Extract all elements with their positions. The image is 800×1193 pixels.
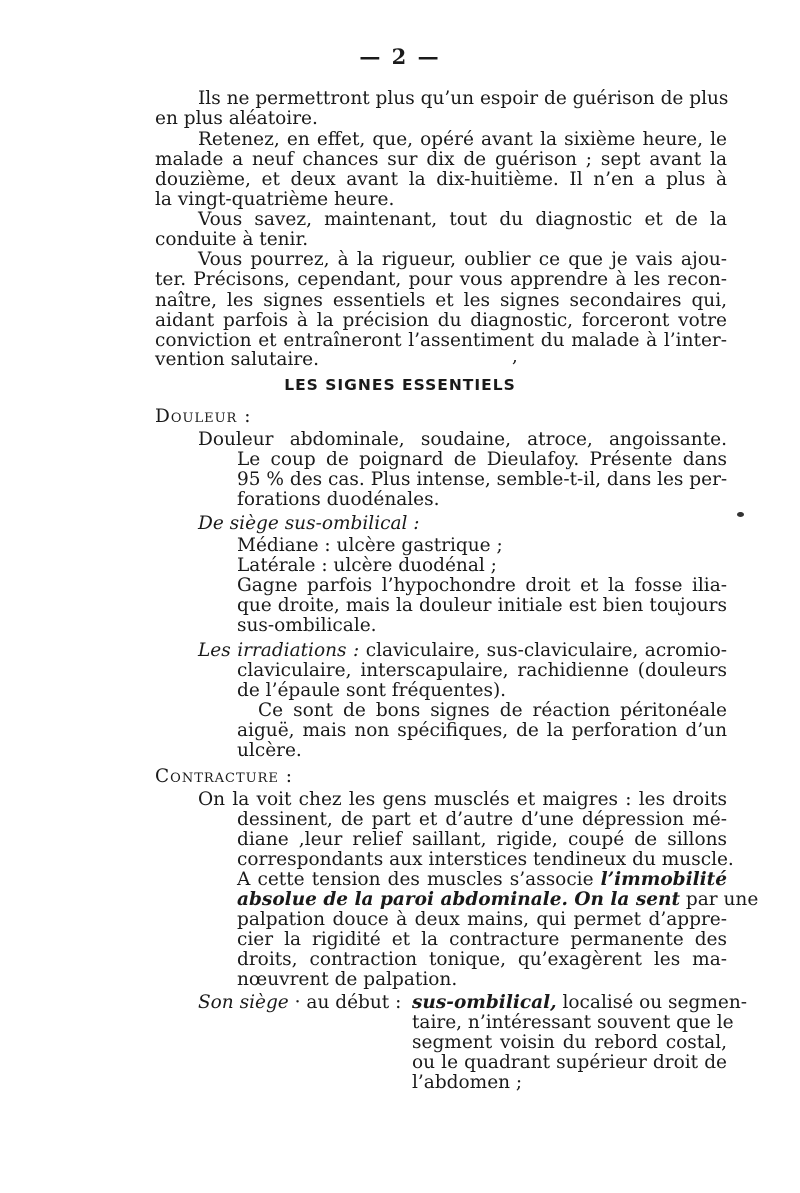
intro-line: conviction et entraîneront l’assentiment du malade à l’inter- (155, 330, 727, 351)
intro-line: malade a neuf chances sur dix de guérison ; sept avant la (155, 149, 727, 170)
intro-line: douzième, et deux avant la dix-huitième. Il n’en a plus à (155, 169, 727, 190)
emphasis: sus-ombilical, (412, 992, 557, 1013)
douleur-desc-line: Le coup de poignard de Dieulafoy. Présente dans (237, 449, 727, 470)
emphasis: l’immobilité (600, 869, 727, 890)
irradiations-line: aiguë, mais non spécifiques, de la perforation d’un (237, 720, 727, 741)
siege-line: Médiane : ulcère gastrique ; (237, 535, 503, 556)
irradiations-line: de l’épaule sont fréquentes). (237, 680, 507, 701)
siege-line: Latérale : ulcère duodénal ; (237, 555, 497, 576)
intro-line: ter. Précisons, cependant, pour vous apprendre à les recon- (155, 269, 727, 290)
douleur-desc-line: forations duodénales. (237, 489, 440, 510)
son-siege-text (412, 992, 747, 1013)
intro-line: Retenez, en effet, que, opéré avant la sixième heure, le (198, 129, 727, 150)
son-siege-text-part: localisé ou segmen- (556, 992, 747, 1013)
intro-line: Vous savez, maintenant, tout du diagnostic et de la (198, 209, 727, 230)
contracture-line: palpation douce à deux mains, qui permet d’appre- (237, 909, 727, 930)
siege-line: Gagne parfois l’hypochondre droit et la fosse ilia- (237, 575, 727, 596)
intro-line: Vous pourrez, à la rigueur, oublier ce que je vais ajou- (198, 249, 727, 270)
contracture-line: dessinent, de part et d’autre d’une dépression mé- (237, 809, 727, 830)
irradiations-line: ulcère. (237, 740, 302, 761)
contracture-line: On la voit chez les gens musclés et maigres : les droits (198, 789, 727, 810)
irradiations-line: Ce sont de bons signes de réaction péritonéale (258, 700, 727, 721)
intro-line: en plus aléatoire. (155, 108, 318, 129)
siege-line: sus-ombilicale. (237, 615, 377, 636)
contracture-label: Contracture : (155, 766, 293, 787)
son-siege-text: l’abdomen ; (412, 1072, 523, 1093)
page-number: — 2 — (359, 44, 441, 69)
emphasis: absolue de la paroi abdominale. On la sent (237, 889, 681, 910)
contracture-line: cier la rigidité et la contracture permanente des (237, 929, 727, 950)
son-siege-text: segment voisin du rebord costal, (412, 1032, 727, 1053)
stray-comma: , (512, 346, 518, 367)
son-siege-line (198, 993, 413, 1013)
son-siege-text: taire, n’intéressant souvent que le (412, 1012, 734, 1033)
douleur-desc-line: Douleur abdominale, soudaine, atroce, angoissante. (198, 429, 727, 450)
intro-line: vention salutaire. (155, 349, 320, 370)
ink-speck (737, 512, 744, 517)
siege-line: que droite, mais la douleur initiale est bien toujours (237, 595, 727, 616)
irradiations-line (198, 641, 727, 661)
irradiations-label: Les irradiations : (198, 640, 360, 661)
contracture-line: correspondants aux interstices tendineux du muscle. (237, 849, 734, 870)
contracture-line: droits, contraction tonique, qu’exagèrent les ma- (237, 949, 727, 970)
intro-line: conduite à tenir. (155, 229, 309, 250)
contracture-text: par une (680, 889, 759, 910)
contracture-text: A cette tension des muscles s’associe (237, 869, 601, 890)
irradiations-line: claviculaire, interscapulaire, rachidienne (douleurs (237, 660, 727, 681)
contracture-line (237, 870, 727, 890)
section-title: LES SIGNES ESSENTIELS (284, 376, 516, 394)
contracture-line: diane ,leur relief saillant, rigide, coupé de sillons (237, 829, 727, 850)
irradiations-text: claviculaire, sus-claviculaire, acromio- (365, 640, 728, 661)
intro-line: aidant parfois à la précision du diagnostic, forceront votre (155, 310, 727, 331)
douleur-desc-line: 95 % des cas. Plus intense, semble-t-il, dans les per- (237, 469, 728, 490)
douleur-label: Douleur : (155, 406, 252, 427)
siege-label: De siège sus-ombilical : (198, 513, 420, 534)
intro-line: la vingt-quatrième heure. (155, 189, 395, 210)
son-siege-text: ou le quadrant supérieur droit de (412, 1052, 727, 1073)
contracture-line (237, 889, 759, 910)
son-siege-label: Son siège (198, 992, 289, 1013)
intro-line: Ils ne permettront plus qu’un espoir de guérison de plus (198, 88, 729, 109)
intro-line: naître, les signes essentiels et les signes secondaires qui, (155, 290, 727, 311)
contracture-line: nœuvrent de palpation. (237, 969, 458, 990)
son-siege-connector: · au début : (294, 992, 402, 1013)
